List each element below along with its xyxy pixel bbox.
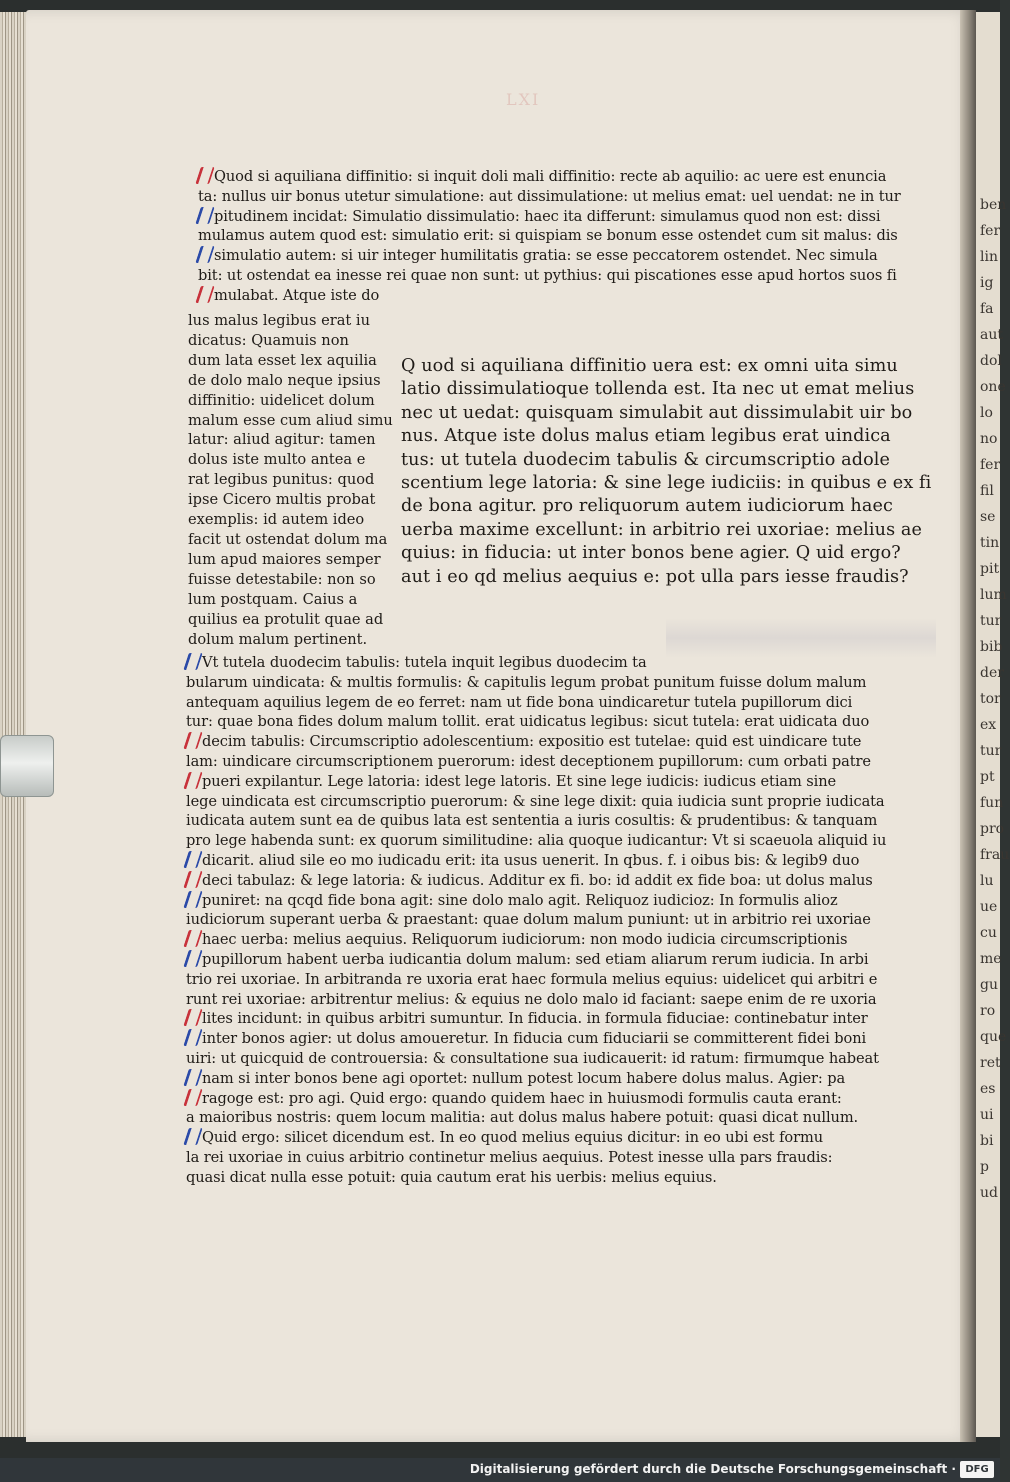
line-text: scentium lege latoria: & sine lege iudiciis: in quibus e ex fi — [401, 473, 932, 494]
line-text: de dolo malo neque ipsius — [188, 371, 381, 389]
line-text: pupillorum habent uerba iudicantia dolum malum: sed etiam aliarum rerum iudicia. In arbi — [202, 950, 869, 968]
paragraph-mark-icon — [183, 653, 203, 670]
commentary-bottom-line — [186, 930, 886, 950]
commentary-narrow-line — [188, 530, 393, 550]
commentary-narrow-line — [188, 391, 393, 411]
adjacent-fragment: cu — [980, 925, 997, 941]
commentary-bottom-line — [186, 653, 886, 673]
paragraph-mark-icon — [183, 851, 203, 868]
commentary-bottom-line — [186, 891, 886, 911]
book-clamp — [0, 735, 54, 797]
line-text: nec ut uedat: quisquam simulabit aut dissimulabit uir bo — [401, 402, 913, 423]
commentary-narrow-column — [188, 311, 393, 649]
line-text: haec uerba: melius aequius. Reliquorum iudiciorum: non modo iudicia circumscriptionis — [202, 931, 848, 949]
commentary-top-line — [198, 187, 901, 207]
line-text: de bona agitur. pro reliquorum autem iudiciorum haec — [401, 496, 893, 517]
line-text: inter bonos agier: ut dolus amoueretur. In fiducia cum fiduciarii se committerent fidei boni — [202, 1030, 867, 1048]
line-text: Q uod si aquiliana diffinitio uera est: ex omni uita simu — [401, 356, 898, 376]
adjacent-fragment: ue — [980, 899, 998, 915]
line-text: Quid ergo: silicet dicendum est. In eo quod melius equius dicitur: in eo ubi est formu — [202, 1129, 823, 1147]
commentary-narrow-line — [188, 570, 393, 590]
adjacent-fragment: ret — [980, 1055, 1001, 1071]
line-text: lus malus legibus erat iu — [188, 312, 370, 329]
adjacent-fragment: fa — [980, 301, 994, 317]
main-text-line — [401, 402, 931, 425]
line-text: aut i eo qd melius aequius e: pot ulla pars iesse fraudis? — [401, 566, 909, 587]
adjacent-fragment: bi — [980, 1133, 994, 1149]
line-text: iudiciorum superant uerba & praestant: quae dolum malum puniunt: ut in arbitrio rei uxoriae — [186, 911, 871, 929]
line-text: rat legibus punitus: quod — [188, 471, 375, 489]
line-text: lites incidunt: in quibus arbitri sumuntur. In fiducia. in formula fiduciae: continebatur inter — [202, 1010, 868, 1028]
paragraph-mark-icon — [195, 246, 215, 263]
adjacent-fragment: lo — [980, 405, 993, 421]
paragraph-mark-icon — [183, 1128, 203, 1145]
commentary-bottom-line — [186, 1009, 886, 1029]
adjacent-fragment: tur — [980, 613, 1002, 629]
adjacent-fragment: lum — [980, 587, 1007, 603]
commentary-top-line — [198, 286, 901, 306]
commentary-bottom-line — [186, 1168, 886, 1188]
commentary-narrow-line — [188, 590, 393, 610]
line-text: dum lata esset lex aquilia — [188, 351, 377, 369]
paragraph-mark-icon — [183, 891, 203, 908]
commentary-bottom-line — [186, 792, 886, 812]
adjacent-page-fragments — [980, 192, 1010, 1206]
line-text: uerba maxime excellunt: in arbitrio rei uxoriae: melius ae — [401, 519, 922, 540]
commentary-bottom-line — [186, 712, 886, 732]
paragraph-mark-icon — [183, 1009, 203, 1026]
line-text: iudicata autem sunt ea de quibus lata est sententia a iuris cosultis: & prudentibus: & tanquam — [186, 812, 878, 830]
commentary-bottom-line — [186, 1128, 886, 1148]
commentary-narrow-line — [188, 331, 393, 351]
line-text: lege uindicata est circumscriptio puerorum: & sine lege dixit: quia iudicia sunt proprie iudicata — [186, 792, 885, 810]
line-text: bit: ut ostendat ea inesse rei quae non sunt: ut pythius: qui piscationes esse apud hortos suos fi — [198, 266, 897, 284]
line-text: dolum malum pertinent. — [188, 630, 368, 648]
commentary-top-line — [198, 226, 901, 246]
main-text-line — [401, 378, 931, 401]
commentary-bottom-line — [186, 831, 886, 851]
commentary-bottom-line — [186, 851, 886, 871]
adjacent-fragment: gu — [980, 977, 998, 993]
paragraph-mark-icon — [183, 1069, 203, 1086]
commentary-narrow-line — [188, 510, 393, 530]
adjacent-fragment: ud — [980, 1185, 998, 1201]
paragraph-mark-icon — [195, 207, 215, 224]
paragraph-mark-icon — [195, 286, 215, 303]
line-text: deci tabulaz: & lege latoria: & iudicus. Additur ex fi. bo: id addit ex fide boa: ut dolus malus — [202, 871, 873, 889]
adjacent-fragment: se — [980, 509, 996, 525]
commentary-narrow-line — [188, 311, 393, 331]
line-text: pro lege habenda sunt: ex quorum similitudine: alia quoque iudicantur: Vt si scaeuola aliquid iu — [186, 832, 887, 850]
adjacent-fragment: tor — [980, 691, 1001, 707]
commentary-top-line — [198, 266, 901, 286]
paragraph-mark-icon — [183, 1029, 203, 1046]
line-text: lum postquam. Caius a — [188, 590, 358, 608]
commentary-narrow-line — [188, 411, 393, 431]
line-text: dicarit. aliud sile eo mo iudicadu erit: ita usus uenerit. In qbus. f. i oibus bis: & legib9 duo — [202, 851, 860, 869]
adjacent-fragment: lin — [980, 249, 998, 265]
line-text: a maioribus nostris: quem locum malitia: aut dolus malus habere potuit: quasi dicat nullum. — [186, 1109, 859, 1127]
adjacent-fragment: one — [980, 379, 1006, 395]
line-text: ragoge est: pro agi. Quid ergo: quando quidem haec in huiusmodi formulis cauta erant: — [202, 1089, 842, 1107]
adjacent-fragment: aut — [980, 327, 1003, 343]
line-text: tur: quae bona fides dolum malum tollit. erat uidicatus legibus: sicut tutela: erat uidicata duo — [186, 713, 870, 731]
line-text: facit ut ostendat dolum ma — [188, 530, 388, 548]
adjacent-fragment: pt — [980, 769, 995, 785]
line-text: antequam aquilius legem de eo ferret: nam ut fide bona uindicaretur tutela pupillorum dici — [186, 693, 853, 711]
commentary-top — [198, 167, 901, 306]
commentary-bottom-line — [186, 772, 886, 792]
line-text: dicatus: Quamuis non — [188, 331, 349, 349]
adjacent-fragment: lu — [980, 873, 994, 889]
adjacent-fragment: ig — [980, 275, 994, 291]
paragraph-mark-icon — [183, 930, 203, 947]
line-text: Vt tutela duodecim tabulis: tutela inquit legibus duodecim ta — [202, 654, 647, 671]
commentary-bottom-line — [186, 1148, 886, 1168]
line-text: uiri: ut quicquid de controuersia: & consultatione sua iudicauerit: id ratum: firmumque habeat — [186, 1049, 879, 1067]
main-text-block — [401, 355, 931, 589]
adjacent-fragment: der — [980, 665, 1004, 681]
line-text: decim tabulis: Circumscriptio adolescentium: expositio est tutelae: quid est uindicare tute — [202, 733, 862, 751]
adjacent-fragment: fer — [980, 457, 1001, 473]
dfg-logo: DFG — [960, 1461, 994, 1478]
commentary-narrow-line — [188, 610, 393, 630]
line-text: nam si inter bonos bene agi oportet: nullum potest locum habere dolus malus. Agier: pa — [202, 1069, 846, 1087]
commentary-top-line — [198, 246, 901, 266]
line-text: simulatio autem: si uir integer humilitatis gratia: se esse peccatorem ostendet. Nec simula — [214, 247, 878, 265]
book-gutter — [960, 10, 976, 1442]
adjacent-fragment: pit — [980, 561, 1000, 577]
commentary-narrow-line — [188, 550, 393, 570]
book-page — [26, 10, 974, 1442]
main-text-line — [401, 355, 931, 378]
adjacent-fragment: p — [980, 1159, 989, 1175]
main-text-line — [401, 449, 931, 472]
commentary-bottom-line — [186, 673, 886, 693]
commentary-bottom-line — [186, 1069, 886, 1089]
commentary-narrow-line — [188, 371, 393, 391]
running-head: LXI — [506, 90, 541, 109]
paragraph-mark-icon — [183, 871, 203, 888]
adjacent-fragment: ro — [980, 1003, 996, 1019]
adjacent-fragment: es — [980, 1081, 996, 1097]
adjacent-fragment: pro — [980, 821, 1005, 837]
line-text: nus. Atque iste dolus malus etiam legibus erat uindica — [401, 426, 891, 447]
adjacent-fragment: fil — [980, 483, 994, 499]
line-text: fuisse detestabile: non so — [188, 570, 376, 588]
main-text-line — [401, 425, 931, 448]
adjacent-fragment: fer — [980, 223, 1001, 239]
adjacent-fragment: tin — [980, 535, 1000, 551]
commentary-top-line — [198, 167, 901, 187]
adjacent-fragment: ex — [980, 717, 997, 733]
commentary-bottom-line — [186, 752, 886, 772]
line-text: ta: nullus uir bonus utetur simulatione: aut dissimulatione: ut melius emat: uel uendat: ne in tur — [198, 187, 901, 205]
line-text: tus: ut tutela duodecim tabulis & circumscriptio adole — [401, 449, 891, 470]
line-text: la rei uxoriae in cuius arbitrio continetur melius aequius. Potest inesse ulla pars fraudis: — [186, 1148, 833, 1166]
commentary-narrow-line — [188, 490, 393, 510]
footer-credit: Digitalisierung gefördert durch die Deutsche Forschungsgemeinschaft · — [469, 1462, 956, 1476]
adjacent-page-edge — [976, 12, 1010, 1437]
line-text: mulamus autem quod est: simulatio erit: si quispiam se bonum esse ostendet cum sit malus: dis — [198, 227, 898, 245]
commentary-bottom-line — [186, 970, 886, 990]
line-text: pitudinem incidat: Simulatio dissimulatio: haec ita differunt: simulamus quod non est: dissi — [214, 207, 881, 225]
line-text: Quod si aquiliana diffinitio: si inquit doli mali diffinitio: recte ab aquilio: ac uere est enuncia — [214, 168, 887, 185]
line-text: quilius ea protulit quae ad — [188, 610, 384, 628]
adjacent-fragment: dol — [980, 353, 1002, 369]
line-text: puniret: na qcqd fide bona agit: sine dolo malo agit. Reliquoz iudicioz: In formulis alioz — [202, 891, 838, 909]
paragraph-mark-icon — [183, 732, 203, 749]
paragraph-mark-icon — [195, 167, 215, 184]
commentary-narrow-line — [188, 470, 393, 490]
adjacent-fragment: bib — [980, 639, 1003, 655]
commentary-narrow-line — [188, 351, 393, 371]
line-text: lum apud maiores semper — [188, 550, 381, 568]
commentary-bottom-line — [186, 1049, 886, 1069]
line-text: bularum uindicata: & multis formulis: & capitulis legum probat punitum fuisse dolum malum — [186, 673, 867, 691]
line-text: quius: in fiducia: ut inter bonos bene agier. Q uid ergo? — [401, 543, 901, 564]
commentary-bottom-line — [186, 990, 886, 1010]
adjacent-fragment: tur — [980, 743, 1002, 759]
paragraph-mark-icon — [183, 1089, 203, 1106]
commentary-narrow-line — [188, 450, 393, 470]
commentary-bottom-line — [186, 950, 886, 970]
commentary-bottom-line — [186, 693, 886, 713]
line-text: quasi dicat nulla esse potuit: quia cautum erat his uerbis: melius equius. — [186, 1168, 717, 1186]
commentary-narrow-line — [188, 430, 393, 450]
line-text: exemplis: id autem ideo — [188, 511, 365, 529]
main-text-line — [401, 566, 931, 589]
footer-bar — [0, 1458, 1000, 1482]
commentary-bottom-line — [186, 732, 886, 752]
line-text: mulabat. Atque iste do — [214, 286, 380, 304]
adjacent-fragment: me — [980, 951, 1002, 967]
commentary-bottom — [186, 653, 886, 1188]
commentary-narrow-line — [188, 630, 393, 650]
commentary-bottom-line — [186, 1108, 886, 1128]
adjacent-fragment: que — [980, 1029, 1007, 1045]
adjacent-fragment: frau — [980, 847, 1010, 863]
line-text: malum esse cum aliud simu — [188, 411, 393, 429]
main-text-line — [401, 519, 931, 542]
paragraph-mark-icon — [183, 772, 203, 789]
line-text: latio dissimulatioque tollenda est. Ita nec ut emat melius — [401, 379, 915, 400]
commentary-bottom-line — [186, 871, 886, 891]
main-text-line — [401, 495, 931, 518]
line-text: pueri expilantur. Lege latoria: idest lege latoris. Et sine lege iudicis: iudicus etiam sine — [202, 772, 837, 790]
commentary-bottom-line — [186, 811, 886, 831]
paragraph-mark-icon — [183, 950, 203, 967]
ink-offset-smudge — [666, 618, 936, 658]
commentary-top-line — [198, 207, 901, 227]
line-text: dolus iste multo antea e — [188, 451, 366, 469]
main-text-line — [401, 542, 931, 565]
commentary-bottom-line — [186, 1089, 886, 1109]
line-text: runt rei uxoriae: arbitrentur melius: & equius ne dolo malo id faciant: saepe enim de re uxoria — [186, 990, 877, 1008]
commentary-bottom-line — [186, 1029, 886, 1049]
main-text-line — [401, 472, 931, 495]
adjacent-fragment: ben — [980, 197, 1007, 213]
line-text: ipse Cicero multis probat — [188, 491, 376, 509]
adjacent-fragment: ui — [980, 1107, 994, 1123]
commentary-bottom-line — [186, 910, 886, 930]
line-text: latur: aliud agitur: tamen — [188, 431, 376, 449]
line-text: trio rei uxoriae. In arbitranda re uxoria erat haec formula melius equius: uidelicet qui arbitri e — [186, 970, 878, 988]
adjacent-fragment: no — [980, 431, 998, 447]
adjacent-fragment: fun — [980, 795, 1004, 811]
line-text: diffinitio: uidelicet dolum — [188, 391, 375, 409]
line-text: lam: uindicare circumscriptionem puerorum: idest deceptionem pupillorum: cum orbati patre — [186, 752, 871, 770]
